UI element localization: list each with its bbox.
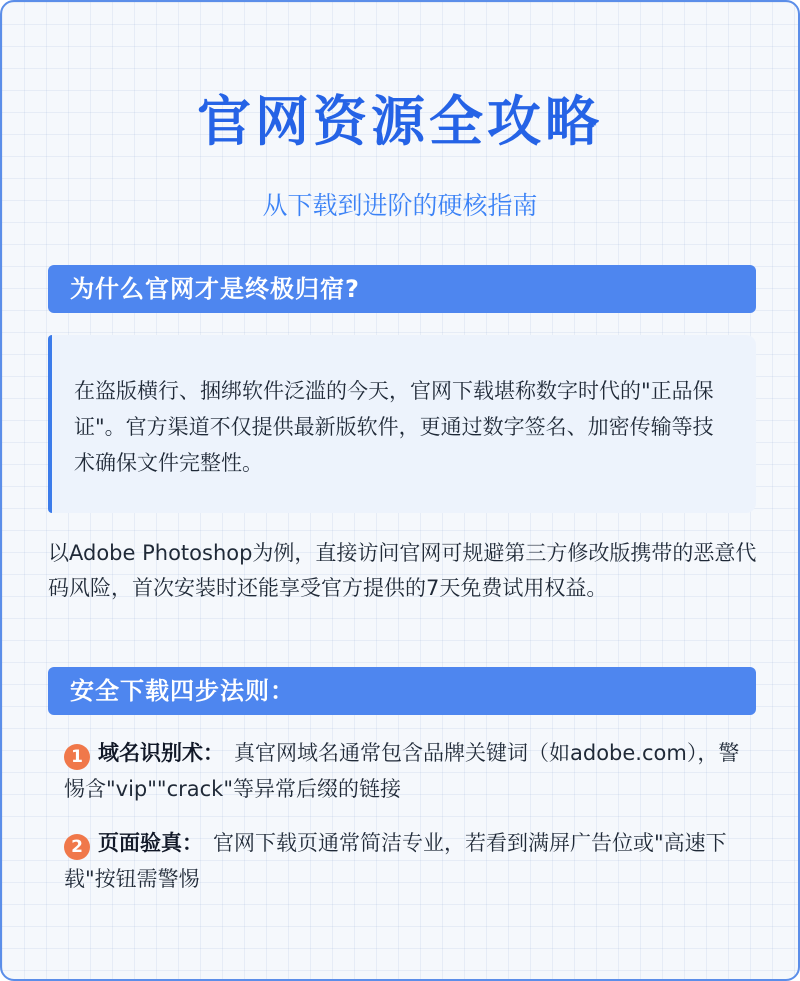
quote-block bbox=[48, 335, 756, 513]
step-item-2 bbox=[64, 825, 756, 897]
step-text: 官网下载页通常简洁专业，若看到满屏广告位或"高速下载"按钮需警惕 bbox=[64, 831, 727, 891]
body-paragraph: 以Adobe Photoshop为例，直接访问官网可规避第三方修改版携带的恶意代码风险，首次安装时还能享受官方提供的7天免费试用权益。 bbox=[48, 541, 757, 600]
section-header-safe-download: 安全下载四步法则： bbox=[48, 667, 756, 715]
step-item-1 bbox=[64, 735, 756, 807]
step-text: 真官网域名通常包含品牌关键词（如adobe.com），警惕含"vip""crack"等异常后缀的链接 bbox=[64, 741, 740, 801]
quote-text: 在盗版横行、捆绑软件泛滥的今天，官网下载堪称数字时代的"正品保证"。官方渠道不仅提供最新版软件，更通过数字签名、加密传输等技术确保文件完整性。 bbox=[74, 379, 714, 475]
step-number-badge: 1 bbox=[64, 744, 90, 770]
step-number-badge: 2 bbox=[64, 834, 90, 860]
section-header-why-official: 为什么官网才是终极归宿? bbox=[48, 265, 756, 313]
page-subtitle: 从下载到进阶的硬核指南 bbox=[262, 191, 538, 220]
step-title: 域名识别术： bbox=[98, 741, 224, 765]
page-title: 官网资源全攻略 bbox=[197, 90, 603, 153]
step-title: 页面验真： bbox=[98, 831, 203, 855]
